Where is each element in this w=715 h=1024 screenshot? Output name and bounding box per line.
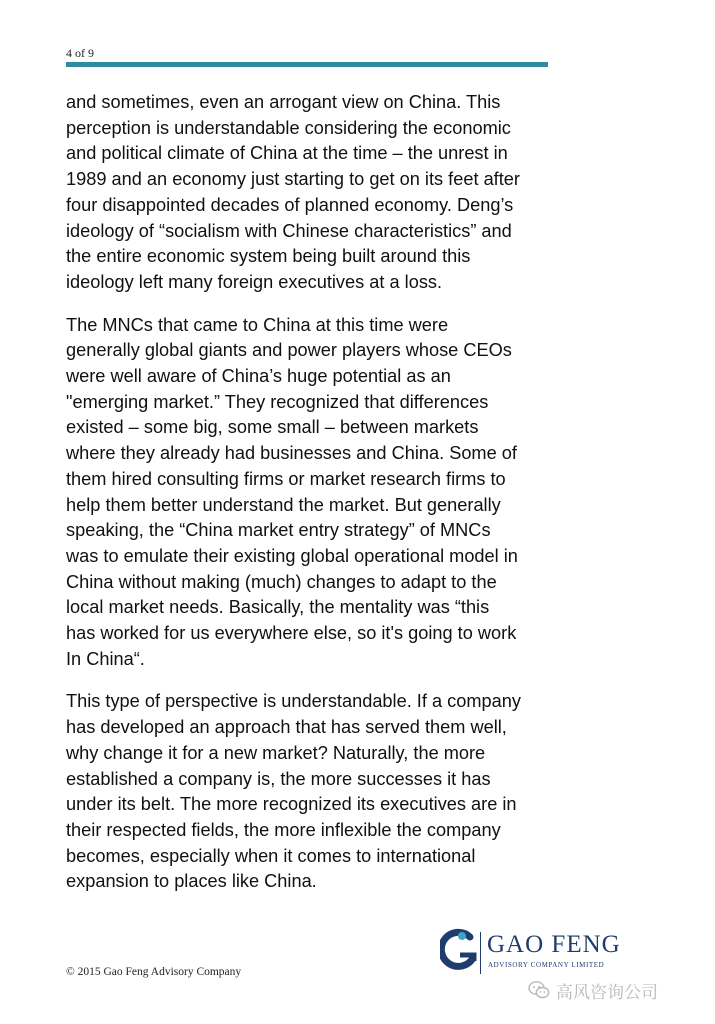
header-rule [66,62,548,67]
body-text [66,90,566,912]
page-number: 4 of 9 [66,46,94,60]
logo-divider [480,932,481,974]
watermark [528,978,658,1002]
gao-feng-g-logo-icon [440,928,478,976]
watermark-text: 高风咨询公司 [556,982,658,1003]
footer-copyright: © 2015 Gao Feng Advisory Company [66,966,242,978]
paragraph: This type of perspective is understandable. If a company has developed an approach that has served them well, why change it for a new market? Naturally, the more established a company is, the more successes it has under its belt. The more recognized its executives are in their respected fields, the more inflexible the company becomes, especially when it comes to international expansion to places like China. [66,691,521,892]
paragraph: and sometimes, even an arrogant view on China. This perception is understandable considering the economic and political climate of China at the time – the unrest in 1989 and an economy just starting to get on its feet after four disappointed decades of planned economy. Deng’s ideology of “socialism with Chinese characteristics” and the entire economic system being built around this ideology left many foreign executives at a loss. [66,92,520,292]
logo-name: GAO FENG [487,931,621,958]
paragraph: The MNCs that came to China at this time were generally global giants and power players whose CEOs were well aware of China’s huge potential as an "emerging market.” They recognized that differences existed – some big, some small – between markets where they already had businesses and China. Some of them hired consulting firms or market research firms to help them better understand the market. But generally speaking, the “China market entry strategy” of MNCs was to emulate their existing global operational model in China without making (much) changes to adapt to the local market needs. Basically, the mentality was “this has worked for us everywhere else, so it's going to work In China“. [66,314,518,669]
company-logo [440,928,640,980]
logo-tagline: ADVISORY COMPANY LIMITED [488,961,605,969]
wechat-icon [528,980,550,1000]
